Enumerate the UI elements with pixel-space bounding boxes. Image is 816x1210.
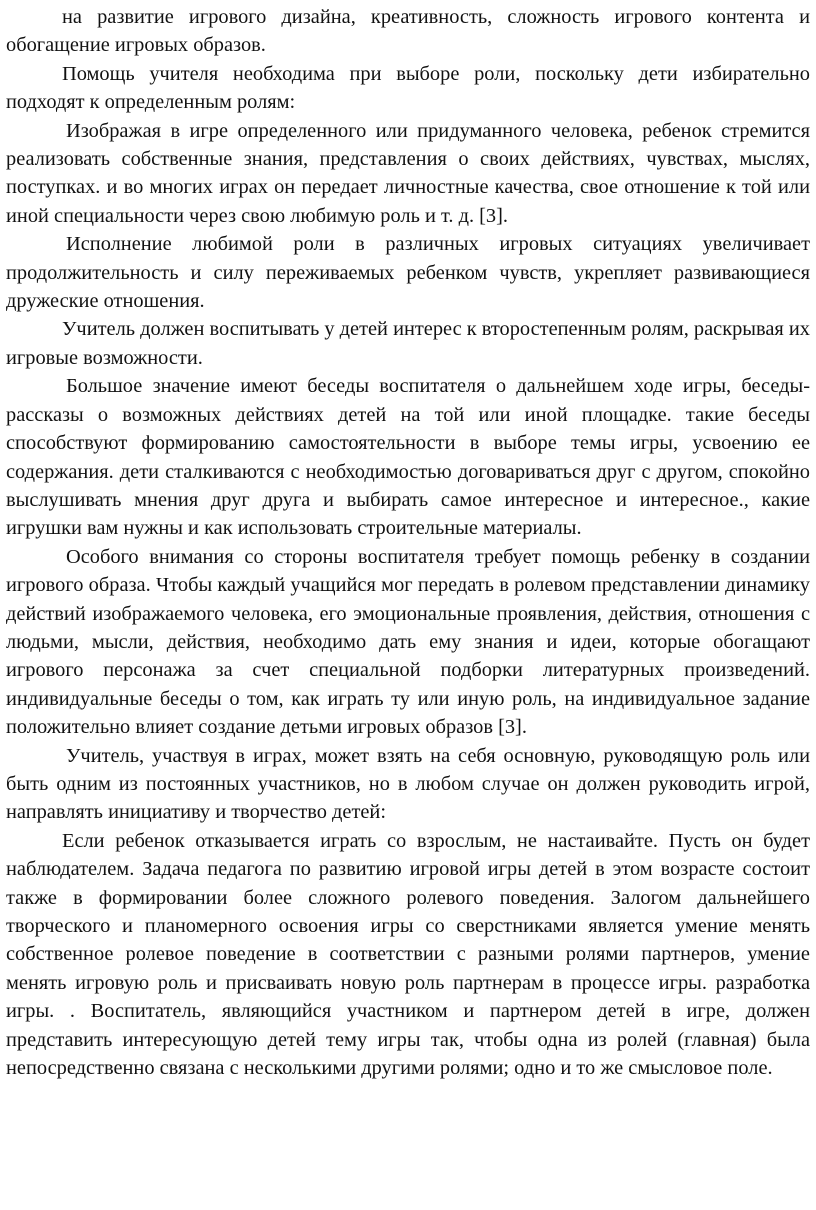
paragraph-5: Учитель должен воспитывать у детей интерес к второстепенным ролям, раскрывая их игровые возможности. xyxy=(6,318,810,369)
paragraph-7: Особого внимания со стороны воспитателя требует помощь ребенку в создании игрового образа. Чтобы каждый учащийся мог передать в ролевом представлении динамику действий изображаемого человека, его эмоциональные проявления, действия, отношения с людьми, мысли, действия, необходимо дать ему знания и идеи, которые обогащают игрового персонажа за счет специальной подборки литературных произведений. индивидуальные беседы о том, как играть ту или иную роль, на индивидуальное задание положительно влияет создание детьми игровых образов [3]. xyxy=(6,545,810,739)
paragraph-2: Помощь учителя необходима при выборе роли, поскольку дети избирательно подходят к определенным ролям: xyxy=(6,62,810,114)
paragraph-9: Если ребенок отказывается играть со взрослым, не настаивайте. Пусть он будет наблюдателем. Задача педагога по развитию игровой игры детей в этом возрасте состоит также в формировании более сложного ролевого поведения. Залогом дальнейшего творческого и планомерного освоения игры со сверстниками является умение менять собственное ролевое поведение в соответствии с разными ролями партнеров, умение менять игровую роль и присваивать новую роль партнерам в процессе игры. разработка игры. . Воспитатель, являющийся участником и партнером детей в игре, должен представить интересующую детей тему игры так, чтобы одна из ролей (главная) была непосредственно связана с несколькими другими ролями; одно и то же смысловое поле. xyxy=(6,829,810,1080)
paragraph-6: Большое значение имеют беседы воспитателя о дальнейшем ходе игры, беседы-рассказы о возможных действиях детей на той или иной площадке. такие беседы способствуют формированию самостоятельности в выборе темы игры, усвоению ее содержания. дети сталкиваются с необходимостью договариваться друг с другом, спокойно выслушивать мнения друг друга и выбирать самое интересное и интересное., какие игрушки вам нужны и как использовать строительные материалы. xyxy=(6,375,810,540)
paragraph-3: Изображая в игре определенного или придуманного человека, ребенок стремится реализовать собственные знания, представления о своих действиях, чувствах, мыслях, поступках. и во многих играх он передает личностные качества, свое отношение к той или иной специальности через свою любимую роль и т. д. [3]. xyxy=(6,119,810,227)
paragraph-4: Исполнение любимой роли в различных игровых ситуациях увеличивает продолжительность и силу переживаемых ребенком чувств, укрепляет развивающиеся дружеские отношения. xyxy=(6,233,810,313)
paragraph-1: на развитие игрового дизайна, креативность, сложность игрового контента и обогащение игровых образов. xyxy=(6,6,810,57)
paragraph-8: Учитель, участвуя в играх, может взять на себя основную, руководящую роль или быть одним из постоянных участников, но в любом случае он должен руководить игрой, направлять инициативу и творчество детей: xyxy=(6,744,810,824)
